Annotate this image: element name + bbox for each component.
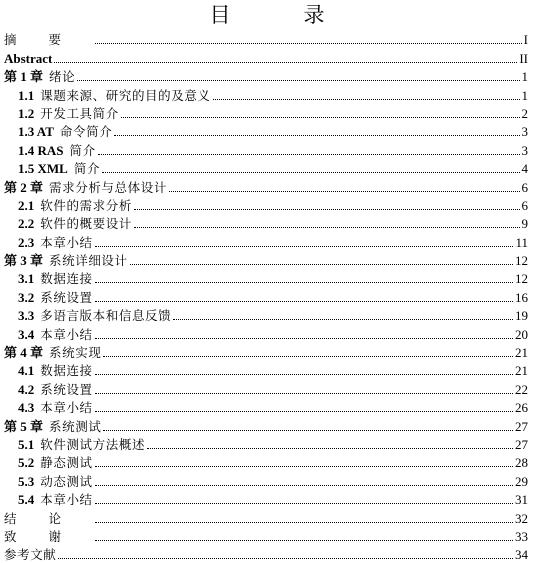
toc-entry-number: 1.1: [18, 87, 35, 103]
toc-entry-page-number: 32: [515, 510, 528, 526]
toc-entry[interactable]: [4, 435, 528, 453]
toc-entry[interactable]: [4, 471, 528, 489]
toc-entry-number: 第 2 章: [4, 179, 44, 195]
toc-entry[interactable]: [4, 287, 528, 305]
toc-entry-number: 1.3 AT: [18, 124, 54, 140]
dot-leader: [95, 411, 513, 412]
toc-entry-number: 第 5 章: [4, 418, 44, 434]
toc-entry-page-number: 19: [515, 308, 528, 324]
dot-leader: [98, 154, 520, 155]
toc-entry[interactable]: [4, 527, 528, 545]
toc-entry-number: 5.1: [18, 436, 35, 452]
toc-entry[interactable]: [4, 490, 528, 508]
toc-entry-number: 5.3: [18, 473, 35, 489]
toc-entry-number: 3.3: [18, 308, 35, 324]
toc-entry-number: 第 3 章: [4, 253, 44, 269]
dot-leader: [95, 485, 513, 486]
toc-entry[interactable]: [4, 177, 528, 195]
toc-entry[interactable]: [4, 324, 528, 342]
toc-entry-page-number: II: [519, 50, 528, 66]
toc-entry-page-number: 12: [515, 271, 528, 287]
dot-leader: [95, 522, 513, 523]
toc-entry-number: 3.2: [18, 289, 35, 305]
toc-entry-page-number: 9: [521, 216, 528, 232]
toc-entry-page-number: 16: [515, 289, 528, 305]
toc-entry-number: 第 4 章: [4, 345, 44, 361]
toc-entry-label: 命令简介: [59, 124, 113, 140]
toc-entry-label: 静态测试: [40, 455, 93, 471]
toc-entry-page-number: 22: [515, 381, 528, 397]
dot-leader: [95, 338, 513, 339]
toc-entry-label: 致谢: [4, 528, 94, 544]
toc-entry-label: 绪论: [49, 69, 76, 85]
toc-entry-label: 系统设置: [40, 381, 93, 397]
toc-entry-page-number: 6: [521, 179, 528, 195]
toc-entry-label: 多语言版本和信息反馈: [40, 308, 172, 324]
dot-leader: [95, 301, 513, 302]
toc-entry-label: 动态测试: [40, 473, 93, 489]
toc-entry-page-number: 31: [515, 492, 528, 508]
toc-entry-number: 2.1: [18, 197, 35, 213]
toc-entry-number: 2.2: [18, 216, 35, 232]
toc-entry-number: 4.3: [18, 400, 35, 416]
toc-entry-page-number: I: [523, 32, 528, 48]
dot-leader: [114, 135, 519, 136]
toc-entry[interactable]: [4, 30, 528, 48]
toc-entry-label: 本章小结: [40, 326, 93, 342]
toc-entry[interactable]: [4, 140, 528, 158]
toc-entry-number: 4.2: [18, 381, 35, 397]
dot-leader: [134, 227, 520, 228]
dot-leader: [95, 374, 513, 375]
toc-entry-page-number: 4: [521, 161, 528, 177]
toc-entry-page-number: 29: [515, 473, 528, 489]
toc-entry-label: 数据连接: [40, 271, 93, 287]
dot-leader: [95, 503, 513, 504]
toc-entry[interactable]: [4, 48, 528, 66]
toc-entry-label: 本章小结: [40, 400, 93, 416]
toc-entry-label: 简介: [73, 161, 101, 177]
toc-entry-page-number: 27: [515, 436, 528, 452]
dot-leader: [102, 172, 519, 173]
dot-leader: [121, 117, 520, 118]
toc-entry[interactable]: [4, 416, 528, 434]
toc-entry-label: 开发工具简介: [40, 105, 119, 121]
toc-entry-page-number: 3: [521, 124, 528, 140]
dot-leader: [95, 540, 513, 541]
dot-leader: [54, 62, 517, 63]
toc-entry-label: 简介: [69, 142, 96, 158]
toc-entry-number: 3.4: [18, 326, 35, 342]
toc-entry-page-number: 3: [521, 142, 528, 158]
toc-entry-label: 课题来源、研究的目的及意义: [40, 87, 211, 103]
toc-entry[interactable]: [4, 232, 528, 250]
toc-entry-label: Abstract: [4, 50, 53, 66]
dot-leader: [95, 43, 522, 44]
toc-entry[interactable]: [4, 85, 528, 103]
toc-entry-label: 软件的需求分析: [40, 197, 132, 213]
dot-leader: [213, 99, 520, 100]
toc-entry-label: 系统详细设计: [49, 253, 128, 269]
toc-entry-page-number: 21: [515, 345, 528, 361]
toc-entry[interactable]: [4, 269, 528, 287]
toc-entry-page-number: 6: [521, 197, 528, 213]
toc-entry-page-number: 11: [515, 234, 528, 250]
table-of-contents: [4, 30, 528, 563]
toc-entry-page-number: 2: [521, 105, 528, 121]
toc-entry-page-number: 27: [515, 418, 528, 434]
toc-entry[interactable]: [4, 214, 528, 232]
toc-entry-number: 2.3: [18, 234, 35, 250]
toc-entry-page-number: 28: [515, 455, 528, 471]
dot-leader: [103, 430, 513, 431]
dot-leader: [103, 356, 513, 357]
toc-entry-page-number: 1: [521, 87, 528, 103]
dot-leader: [130, 264, 513, 265]
toc-entry[interactable]: [4, 306, 528, 324]
toc-entry-page-number: 21: [515, 363, 528, 379]
dot-leader: [147, 448, 513, 449]
dot-leader: [95, 393, 513, 394]
toc-entry-label: 参考文献: [4, 547, 57, 563]
dot-leader: [173, 319, 513, 320]
toc-entry[interactable]: [4, 453, 528, 471]
dot-leader: [95, 466, 513, 467]
toc-entry-label: 系统设置: [40, 289, 93, 305]
toc-entry-label: 摘要: [4, 32, 94, 48]
toc-entry[interactable]: [4, 251, 528, 269]
toc-entry-label: 需求分析与总体设计: [49, 179, 167, 195]
toc-entry[interactable]: [4, 343, 528, 361]
page-title: 目 录: [209, 3, 351, 27]
toc-entry-number: 1.4 RAS: [18, 142, 64, 158]
toc-entry-label: 系统测试: [49, 418, 102, 434]
toc-entry[interactable]: [4, 361, 528, 379]
dot-leader: [134, 209, 520, 210]
toc-entry-page-number: 34: [515, 547, 528, 563]
toc-entry-number: 4.1: [18, 363, 35, 379]
toc-entry-page-number: 33: [515, 528, 528, 544]
toc-entry[interactable]: [4, 196, 528, 214]
toc-entry-label: 数据连接: [40, 363, 93, 379]
toc-entry-number: 1.5 XML: [18, 161, 68, 177]
toc-entry[interactable]: [4, 67, 528, 85]
toc-entry-number: 第 1 章: [4, 69, 44, 85]
toc-entry[interactable]: [4, 398, 528, 416]
dot-leader: [77, 80, 519, 81]
toc-entry-page-number: 20: [515, 326, 528, 342]
toc-entry[interactable]: [4, 379, 528, 397]
dot-leader: [58, 558, 513, 559]
toc-entry-page-number: 1: [521, 69, 528, 85]
toc-entry-label: 系统实现: [49, 345, 102, 361]
toc-entry-number: 3.1: [18, 271, 35, 287]
toc-entry[interactable]: [4, 104, 528, 122]
toc-entry-label: 软件测试方法概述: [40, 436, 146, 452]
toc-entry[interactable]: [4, 159, 528, 177]
toc-entry-label: 本章小结: [40, 492, 93, 508]
toc-entry-label: 结论: [4, 510, 94, 526]
toc-entry-number: 1.2: [18, 105, 35, 121]
toc-entry[interactable]: [4, 122, 528, 140]
toc-entry-page-number: 26: [515, 400, 528, 416]
toc-entry-label: 本章小结: [40, 234, 93, 250]
toc-entry-number: 5.4: [18, 492, 35, 508]
dot-leader: [95, 246, 514, 247]
toc-entry[interactable]: [4, 508, 528, 526]
toc-entry-label: 软件的概要设计: [40, 216, 132, 232]
dot-leader: [95, 282, 513, 283]
dot-leader: [169, 191, 520, 192]
toc-entry-page-number: 12: [515, 253, 528, 269]
toc-entry-number: 5.2: [18, 455, 35, 471]
